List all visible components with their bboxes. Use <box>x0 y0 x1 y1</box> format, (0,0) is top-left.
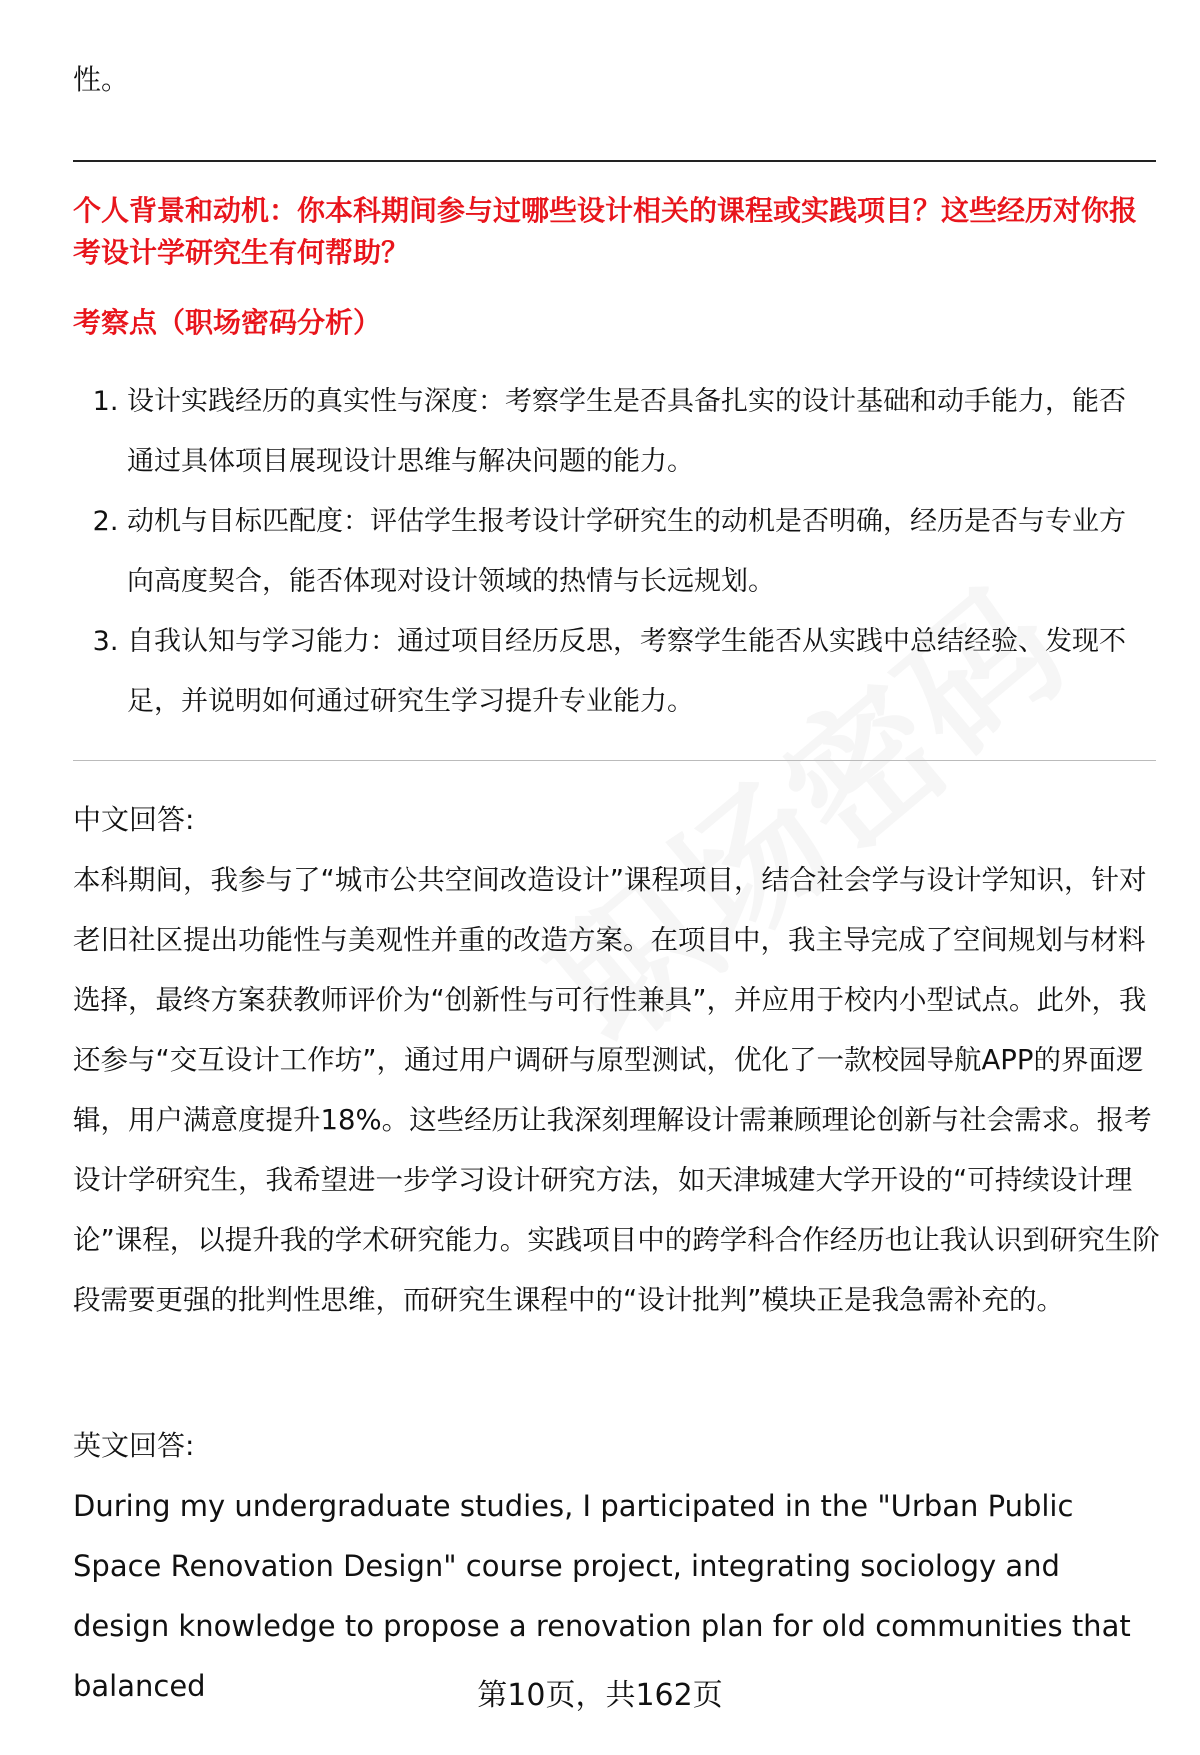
analysis-point: 1. 设计实践经历的真实性与深度：考察学生是否具备扎实的设计基础和动手能力，能否通过具体项目展现设计思维与解决问题的能力。 <box>127 372 1127 492</box>
analysis-points <box>73 372 1127 732</box>
question-heading: 个人背景和动机：你本科期间参与过哪些设计相关的课程或实践项目？这些经历对你报考设计学研究生有何帮助？ <box>73 194 1138 269</box>
english-answer: During my undergraduate studies, I participated in the "Urban Public Space Renovation Design" course project, integrating sociology and design knowledge to propose a renovation plan for old communities that balanced <box>73 1489 1131 1703</box>
analysis-point: 3. 自我认知与学习能力：通过项目经历反思，考察学生能否从实践中总结经验、发现不足，并说明如何通过研究生学习提升专业能力。 <box>127 612 1127 732</box>
previous-text-tail: 性。 <box>73 63 130 96</box>
analysis-heading: 考察点（职场密码分析） <box>73 306 382 339</box>
english-answer-label: 英文回答: <box>73 1429 195 1462</box>
answer-divider <box>73 760 1156 761</box>
chinese-answer: 本科期间，我参与了“城市公共空间改造设计”课程项目，结合社会学与设计学知识，针对老旧社区提出功能性与美观性并重的改造方案。在项目中，我主导完成了空间规划与材料选择，最终方案获教师评价为“创新性与可行性兼具”，并应用于校内小型试点。此外，我还参与“交互设计工作坊”，通过用户调研与原型测试，优化了一款校园导航APP的界面逻辑，用户满意度提升18%。这些经历让我深刻理解设计需兼顾理论创新与社会需求。报考设计学研究生，我希望进一步学习设计研究方法，如天津城建大学开设的“可持续设计理论”课程，以提升我的学术研究能力。实践项目中的跨学科合作经历也让我认识到研究生阶段需要更强的批判性思维，而研究生课程中的“设计批判”模块正是我急需补充的。 <box>73 864 1160 1316</box>
page-number: 第10页，共162页 <box>477 1678 723 1713</box>
analysis-point: 2. 动机与目标匹配度：评估学生报考设计学研究生的动机是否明确，经历是否与专业方向高度契合，能否体现对设计领域的热情与长远规划。 <box>127 492 1127 612</box>
section-divider <box>73 160 1156 162</box>
chinese-answer-label: 中文回答: <box>73 803 195 836</box>
